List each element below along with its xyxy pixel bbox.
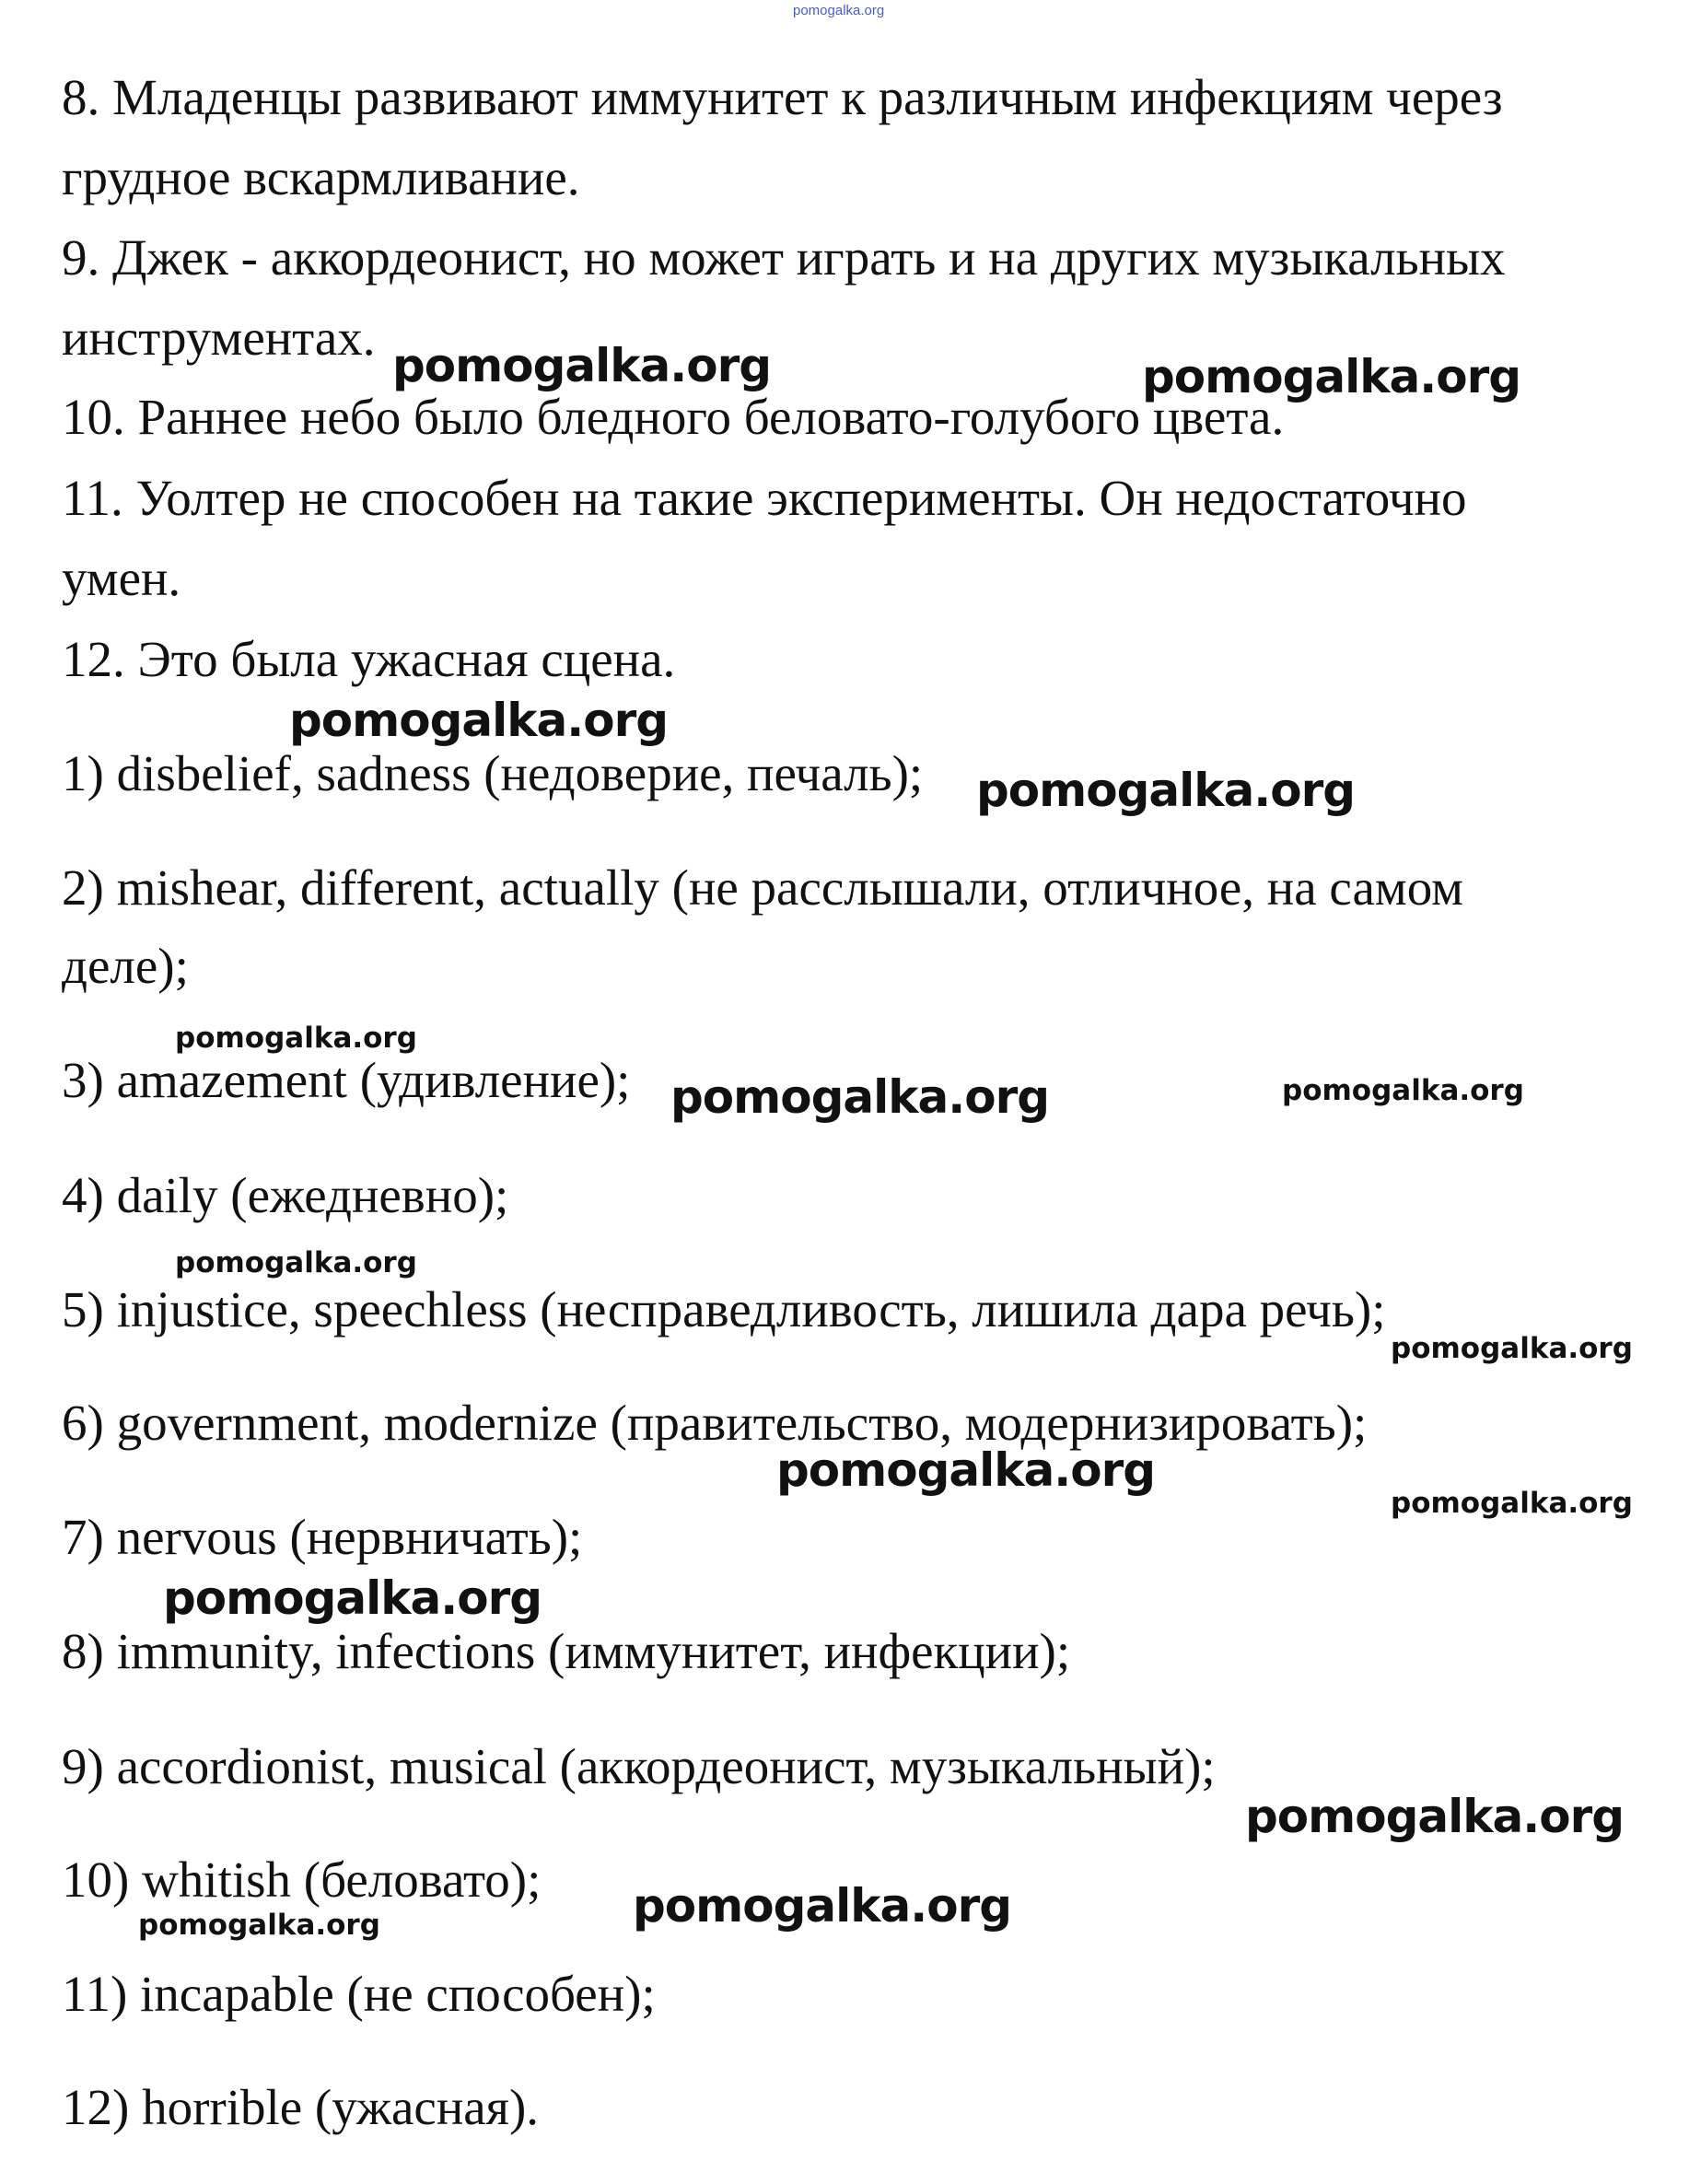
text-line: 9. Джек - аккордеонист, но может играть и на других музыкальных: [62, 229, 1506, 286]
watermark: pomogalka.org: [392, 339, 772, 392]
watermark: pomogalka.org: [776, 1443, 1156, 1497]
answer-line: 8) immunity, infections (иммунитет, инфекции);: [62, 1623, 1071, 1679]
text-line: 11. Уолтер не способен на такие эксперименты. Он недостаточно: [62, 470, 1467, 526]
answer-line: 9) accordionist, musical (аккордеонист, музыкальный);: [62, 1738, 1216, 1794]
header-watermark: pomogalka.org: [793, 3, 885, 18]
answer-line: 2) mishear, different, actually (не расслышали, отличное, на самом: [62, 859, 1463, 916]
watermark: pomogalka.org: [976, 764, 1356, 817]
answer-line: 12) horrible (ужасная).: [62, 2079, 540, 2135]
text-line: 10. Раннее небо было бледного беловато-голубого цвета.: [62, 389, 1285, 445]
text-line: грудное вскармливание.: [62, 149, 580, 205]
answer-line: 5) injustice, speechless (несправедливость, лишила дара речь);: [62, 1281, 1386, 1337]
answer-line: 11) incapable (не способен);: [62, 1966, 656, 2022]
watermark: pomogalka.org: [138, 1909, 380, 1942]
watermark: pomogalka.org: [1282, 1074, 1524, 1107]
watermark: pomogalka.org: [633, 1879, 1012, 1933]
watermark: pomogalka.org: [1245, 1790, 1625, 1843]
text-line: умен.: [62, 550, 181, 606]
answer-line: деле);: [62, 938, 189, 994]
answer-line: 10) whitish (беловато);: [62, 1851, 542, 1908]
watermark: pomogalka.org: [1391, 1332, 1633, 1365]
answer-line: 3) amazement (удивление);: [62, 1052, 631, 1108]
answer-line: 4) daily (ежедневно);: [62, 1167, 509, 1223]
watermark: pomogalka.org: [1142, 350, 1521, 403]
text-line: 8. Младенцы развивают иммунитет к различным инфекциям через: [62, 69, 1503, 125]
watermark: pomogalka.org: [1391, 1487, 1633, 1520]
answer-line: 7) nervous (нервничать);: [62, 1509, 583, 1565]
watermark: pomogalka.org: [670, 1070, 1050, 1124]
answer-line: 1) disbelief, sadness (недоверие, печаль);: [62, 745, 924, 801]
answer-line: 6) government, modernize (правительство, модернизировать);: [62, 1395, 1368, 1451]
text-line: 12. Это была ужасная сцена.: [62, 631, 676, 687]
watermark: pomogalka.org: [163, 1571, 542, 1625]
text-line: инструментах.: [62, 309, 376, 366]
watermark: pomogalka.org: [175, 1246, 417, 1279]
watermark: pomogalka.org: [289, 694, 669, 747]
watermark: pomogalka.org: [175, 1022, 417, 1055]
